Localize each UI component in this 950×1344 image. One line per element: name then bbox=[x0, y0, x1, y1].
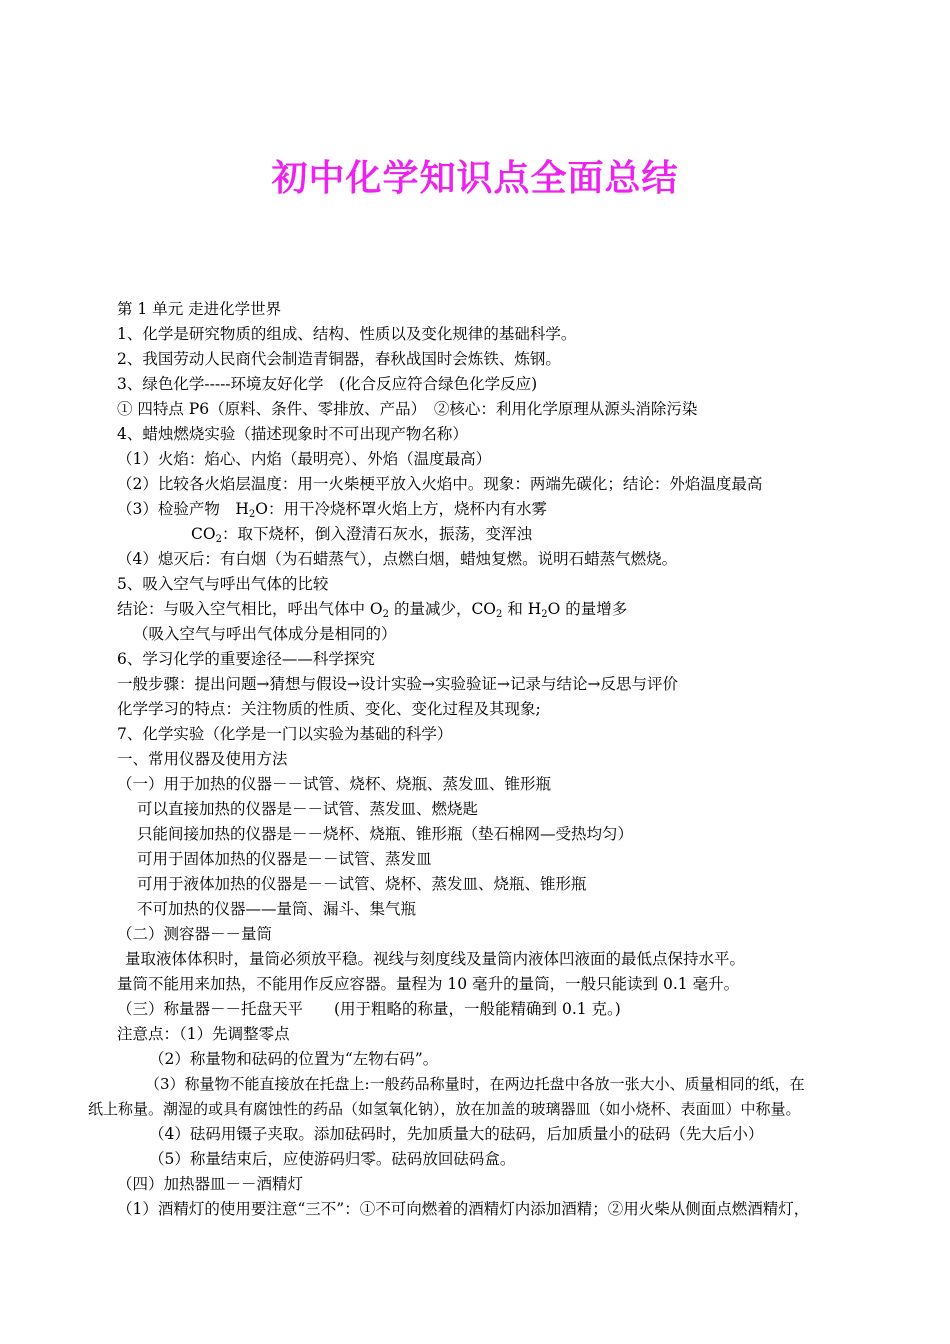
text-line: 7、化学实验（化学是一门以实验为基础的科学） bbox=[117, 725, 453, 743]
unit-heading: 第 1 单元 走进化学世界 bbox=[117, 300, 282, 318]
text-line: 一般步骤：提出问题→猜想与假设→设计实验→实验验证→记录与结论→反思与评价 bbox=[117, 675, 678, 693]
text-line: 3、绿色化学-----环境友好化学 (化合反应符合绿色化学反应) bbox=[117, 375, 538, 393]
text-line: 结论：与吸入空气相比，呼出气体中 $O_2$ 的量减少，$CO_2$ 和 $H_2O$ 的量增多 bbox=[117, 600, 628, 620]
text-line: 量取液体体积时，量筒必须放平稳。视线与刻度线及量筒内液体凹液面的最低点保持水平。 bbox=[125, 950, 746, 968]
text-line: 可以直接加热的仪器是－－试管、蒸发皿、燃烧匙 bbox=[137, 800, 479, 818]
text-line: 纸上称量。潮湿的或具有腐蚀性的药品（如氢氧化钠），放在加盖的玻璃器皿（如小烧杯、表面皿）中称量。 bbox=[88, 1100, 801, 1118]
text-line: （2）称量物和砝码的位置为“左物右码”。 bbox=[149, 1050, 439, 1068]
text-line: （4）熄灭后：有白烟（为石蜡蒸气），点燃白烟，蜡烛复燃。说明石蜡蒸气燃烧。 bbox=[117, 550, 678, 568]
text-line: 可用于液体加热的仪器是－－试管、烧杯、蒸发皿、烧瓶、锥形瓶 bbox=[137, 875, 587, 893]
text-line: （吸入空气与呼出气体成分是相同的） bbox=[133, 625, 397, 643]
text-line: 可用于固体加热的仪器是－－试管、蒸发皿 bbox=[137, 850, 432, 868]
text-line: （二）测容器－－量筒 bbox=[117, 925, 273, 943]
text-line: 量筒不能用来加热，不能用作反应容器。量程为 10 毫升的量筒，一般只能读到 0.1 毫升。 bbox=[117, 975, 740, 993]
text-line: （3）检验产物 $H_2O$：用干冷烧杯罩火焰上方，烧杯内有水雾 bbox=[117, 500, 547, 520]
text-line: 5、吸入空气与呼出气体的比较 bbox=[117, 575, 329, 593]
text-line: 6、学习化学的重要途径——科学探究 bbox=[117, 650, 375, 668]
text-line: （4）砝码用镊子夹取。添加砝码时，先加质量大的砝码，后加质量小的砝码（先大后小） bbox=[149, 1125, 764, 1143]
text-line: ① 四特点 P6（原料、条件、零排放、产品） ②核心：利用化学原理从源头消除污染 bbox=[117, 400, 698, 418]
text-line: （三）称量器－－托盘天平 (用于粗略的称量，一般能精确到 0.1 克。) bbox=[117, 1000, 621, 1018]
text-line: 不可加热的仪器——量筒、漏斗、集气瓶 bbox=[137, 900, 417, 918]
text-line: $CO_2$：取下烧杯，倒入澄清石灰水，振荡，变浑浊 bbox=[191, 525, 532, 545]
text-line: 一、常用仪器及使用方法 bbox=[117, 750, 288, 768]
text-line: （2）比较各火焰层温度：用一火柴梗平放入火焰中。现象：两端先碳化；结论：外焰温度最高 bbox=[117, 475, 763, 493]
document-title: 初中化学知识点全面总结 bbox=[271, 158, 679, 199]
text-line: （四）加热器皿－－酒精灯 bbox=[117, 1175, 304, 1193]
text-line: （1）火焰：焰心、内焰（最明亮）、外焰（温度最高） bbox=[117, 450, 492, 468]
text-line: 只能间接加热的仪器是－－烧杯、烧瓶、锥形瓶（垫石棉网—受热均匀） bbox=[137, 825, 634, 843]
text-line: （5）称量结束后，应使游码归零。砝码放回砝码盒。 bbox=[149, 1150, 516, 1168]
text-line: 4、蜡烛燃烧实验（描述现象时不可出现产物名称） bbox=[117, 425, 468, 443]
text-line: 化学学习的特点：关注物质的性质、变化、变化过程及其现象; bbox=[117, 700, 541, 718]
text-line: 1、化学是研究物质的组成、结构、性质以及变化规律的基础科学。 bbox=[117, 325, 577, 343]
text-line: （一）用于加热的仪器－－试管、烧杯、烧瓶、蒸发皿、锥形瓶 bbox=[117, 775, 552, 793]
text-line: 2、我国劳动人民商代会制造青铜器，春秋战国时会炼铁、炼钢。 bbox=[117, 350, 561, 368]
text-line: 注意点：（1）先调整零点 bbox=[117, 1025, 290, 1043]
text-line: （1）酒精灯的使用要注意“三不”：①不可向燃着的酒精灯内添加酒精；②用火柴从侧面点燃酒精灯， bbox=[117, 1200, 810, 1218]
text-line: （3）称量物不能直接放在托盘上:一般药品称量时，在两边托盘中各放一张大小、质量相同的纸，在 bbox=[145, 1075, 805, 1093]
